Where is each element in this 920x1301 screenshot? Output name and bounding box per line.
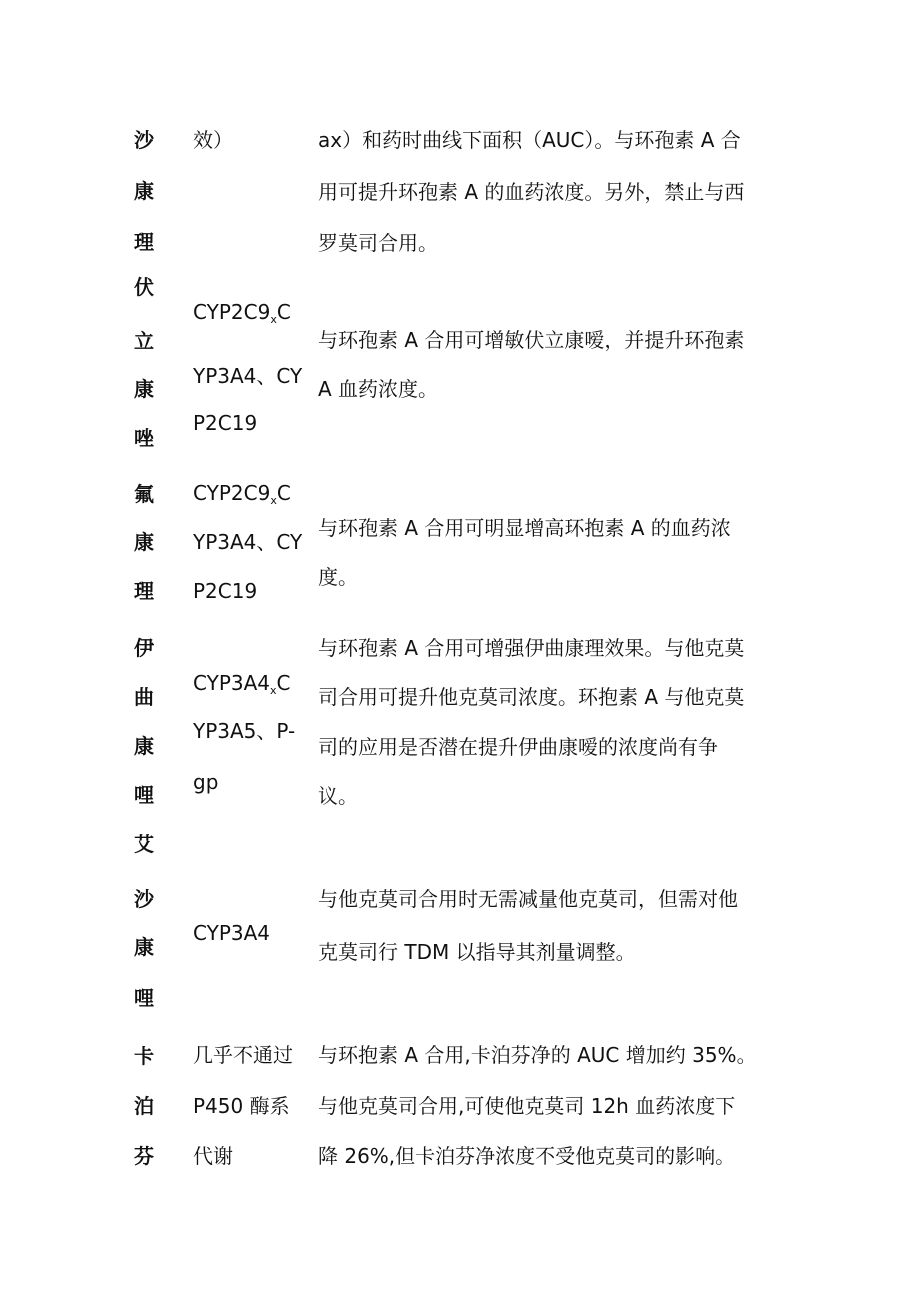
interaction-line: 与环孢素 A 合用可增强伊曲康理效果。与他克莫 [318, 636, 745, 660]
enzyme-line: gp [193, 770, 219, 794]
enzyme-line: 代谢 [193, 1144, 233, 1168]
drug-name-char: 沙 [134, 128, 154, 152]
drug-name-char: 曲 [134, 685, 154, 709]
drug-name-char: 伏 [134, 275, 154, 299]
drug-name-char: 唑 [134, 426, 154, 450]
interaction-line: 降 26%,但卡泊芬净浓度不受他克莫司的影响。 [318, 1144, 736, 1168]
interaction-line: 克莫司行 TDM 以指导其剂量调整。 [318, 940, 636, 964]
interaction-line: 与环孢素 A 合用可增敏伏立康嗳，并提升环孢素 [318, 328, 745, 352]
drug-name-char: 立 [134, 329, 154, 353]
drug-name-char: 康 [134, 530, 154, 554]
enzyme-line: $CYP2C9_xC$ [193, 481, 291, 507]
enzyme-line: P2C19 [193, 411, 258, 435]
drug-name-char: 卡 [134, 1044, 154, 1068]
drug-name-char: 康 [134, 935, 154, 959]
drug-name-char: 芬 [134, 1144, 154, 1168]
enzyme-line: CYP3A4 [193, 921, 271, 945]
enzyme-line: P2C19 [193, 579, 258, 603]
interaction-line: 司合用可提升他克莫司浓度。环抱素 A 与他克莫 [318, 685, 745, 709]
interaction-line: ax）和药时曲线下面积（AUC）。与环孢素 A 合 [318, 128, 741, 152]
interaction-line: 用可提升环孢素 A 的血药浓度。另外，禁止与西 [318, 180, 745, 204]
drug-name-char: 康 [134, 734, 154, 758]
drug-name-char: 康 [134, 377, 154, 401]
enzyme-line: $CYP3A4_xC$ [193, 671, 291, 697]
interaction-line: 司的应用是否潜在提升伊曲康嗳的浓度尚有争 [318, 735, 718, 759]
interaction-line: 度。 [318, 565, 358, 589]
interaction-line: A 血药浓度。 [318, 377, 439, 401]
enzyme-line: YP3A5、P- [193, 719, 296, 743]
enzyme-line: P450 酶系 [193, 1094, 290, 1118]
drug-name-char: 理 [134, 579, 154, 603]
enzyme-line: $CYP2C9_xC$ [193, 300, 291, 326]
interaction-line: 与环孢素 A 合用可明显增高环抱素 A 的血药浓 [318, 516, 731, 540]
drug-name-char: 泊 [134, 1094, 154, 1118]
drug-name-char: 理 [134, 230, 154, 254]
drug-name-char: 氟 [134, 482, 154, 506]
interaction-line: 与他克莫司合用,可使他克莫司 12h 血药浓度下 [318, 1094, 736, 1118]
interaction-line: 议。 [318, 784, 358, 808]
enzyme-line: YP3A4、CY [193, 530, 303, 554]
drug-name-char: 艾 [134, 832, 154, 856]
enzyme-line: YP3A4、CY [193, 364, 303, 388]
drug-name-char: 哩 [134, 986, 154, 1010]
interaction-line: 与他克莫司合用时无需减量他克莫司，但需对他 [318, 887, 738, 911]
drug-name-char: 康 [134, 179, 154, 203]
drug-name-char: 哩 [134, 783, 154, 807]
drug-name-char: 沙 [134, 887, 154, 911]
interaction-line: 与环抱素 A 合用,卡泊芬净的 AUC 增加约 35%。 [318, 1043, 757, 1067]
enzyme-line: 几乎不通过 [193, 1043, 293, 1067]
interaction-line: 罗莫司合用。 [318, 231, 438, 255]
drug-name-char: 伊 [134, 636, 154, 660]
enzyme-line: 效） [193, 128, 233, 152]
